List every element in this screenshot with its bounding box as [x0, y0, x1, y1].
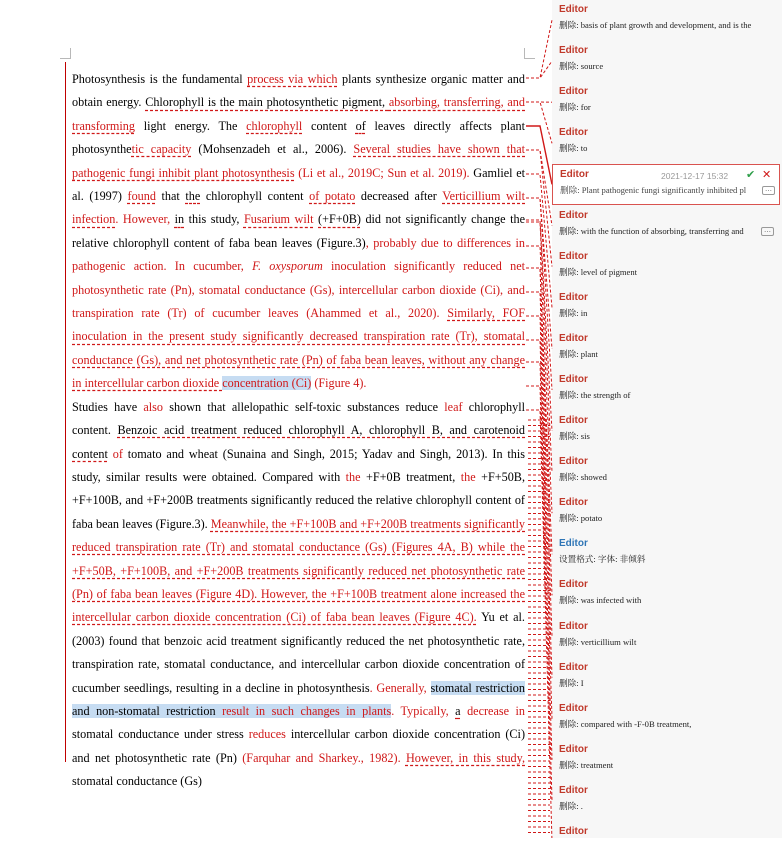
revision-author: Editor: [559, 4, 588, 15]
text-run: this study,: [184, 212, 244, 226]
revision-detail: 删除: showed: [559, 471, 771, 483]
inserted-text-run: Fusarium wilt: [244, 212, 314, 226]
inserted-text-run: , probably due to differences in pathogenic action. In cucumber,: [72, 236, 525, 273]
revision-detail: 删除: .: [559, 800, 771, 812]
revision-balloon[interactable]: [552, 411, 780, 450]
text-run: light energy. The: [135, 119, 246, 133]
revision-author: Editor: [559, 210, 588, 221]
revision-detail: 删除: I: [559, 677, 771, 689]
text-run: stomatal conductance (Gs): [72, 774, 202, 788]
inserted-text-run: (Figure 4).: [311, 376, 366, 390]
revision-detail: 删除: in: [559, 307, 771, 319]
revision-author: Editor: [559, 662, 588, 673]
revision-author: Editor: [559, 621, 588, 632]
text-run: Chlorophyll is the main photosynthetic pigment,: [145, 95, 389, 109]
text-run: a: [455, 704, 460, 718]
text-run: in: [175, 212, 184, 226]
revision-author: Editor: [559, 703, 588, 714]
revision-detail: 删除: verticillium wilt: [559, 636, 771, 648]
inserted-text-run: the: [346, 470, 361, 484]
revision-date: 2021-12-17 15:32: [661, 171, 728, 181]
inserted-text-run: process via which: [247, 72, 337, 86]
text-run: of: [356, 119, 366, 133]
text-run: leaves directly affects plant photosynthe: [72, 119, 525, 156]
revision-balloon[interactable]: [552, 288, 780, 327]
inserted-text-run: decrease: [467, 704, 509, 718]
text-run: chlorophyll content.: [72, 400, 525, 437]
text-run: decreased after: [355, 189, 442, 203]
inserted-text-run: absorbing, transferring, and transforming: [72, 95, 525, 132]
revision-balloon[interactable]: [552, 206, 780, 245]
revision-detail: 删除: sis: [559, 430, 771, 442]
inserted-text-run: chlorophyll: [246, 119, 302, 133]
inserted-text-run: F. oxysporum: [252, 259, 323, 273]
text-run: plants synthesize organic matter and obtain energy.: [72, 72, 525, 109]
leader-line: [526, 61, 552, 78]
inserted-text-run: inoculation significantly reduced net photosynthetic rate (Pn), stomatal conductance (Gs), intercellular carbon dioxide (Ci), and transpiration rate (Tr) of cucumber leaves (Ahammed et al., 2020).: [72, 259, 525, 320]
text-run: Photosynthesis is the fundamental: [72, 72, 247, 86]
leader-line: [526, 268, 552, 554]
text-run: stomatal restriction and non-stomatal restriction: [72, 681, 525, 718]
revision-balloon[interactable]: [552, 658, 780, 697]
revision-author: Editor: [559, 292, 588, 303]
inserted-text-run: of potato: [309, 189, 355, 203]
revision-author: Editor: [559, 374, 588, 385]
inserted-text-run: (Li et al., 2019C; Sun et al. 2019).: [298, 166, 469, 180]
reject-x-icon[interactable]: ✕: [762, 168, 771, 181]
revision-balloon[interactable]: [552, 452, 780, 491]
revision-author: Editor: [560, 169, 589, 180]
inserted-text-run: tic capacity: [132, 142, 192, 156]
inserted-text-run: Meanwhile, the +F+100B and +F+200B treatments significantly reduced transpiration rate (Tr) and stomatal conductance (Gs) (Figures 4A, B) while the +F+50B, +F+100B, and +F+200B treatments significantly reduced net photosynthetic rate (Pn) of faba bean leaves (Figure 4D). However, the +F+100B treatment alone increased the intercellular carbon dioxide concentration (Ci) of faba bean leaves (Figure 4C).: [72, 517, 525, 625]
more-options-icon[interactable]: …: [761, 227, 774, 236]
revision-balloon[interactable]: [552, 82, 780, 121]
text-run: Benzoic acid treatment reduced chlorophyll A, chlorophyll B, and carotenoid content: [72, 423, 525, 460]
revision-balloon[interactable]: [552, 740, 780, 779]
revision-detail: 删除: with the function of absorbing, transferring and: [559, 225, 771, 237]
revision-balloon[interactable]: [552, 247, 780, 286]
inserted-text-run: leaf: [444, 400, 462, 414]
inserted-text-run: the: [461, 470, 476, 484]
inserted-text-run: also: [143, 400, 163, 414]
revision-balloon[interactable]: [552, 617, 780, 656]
revision-balloon[interactable]: [552, 534, 780, 573]
inserted-text-run: of: [113, 447, 123, 461]
revision-detail: 删除: potato: [559, 512, 771, 524]
leader-line: [526, 102, 552, 143]
revision-balloon[interactable]: [552, 781, 780, 820]
text-run: +F+0B treatment,: [361, 470, 461, 484]
revision-author: Editor: [559, 251, 588, 262]
revision-author: Editor: [559, 497, 588, 508]
text-run: +F+50B, +F+100B, and +F+200B treatments significantly reduced the relative chlorophyll content of faba bean leaves (Figure.3).: [72, 470, 525, 531]
text-run: tomato and wheat (Sunaina and Singh, 2015; Yadav and Singh, 2013). In this study, similar results were obtained. Compared with: [72, 447, 525, 484]
text-run: (Mohsenzadeh et al., 2006).: [191, 142, 353, 156]
text-run: Yu et al. (2003) found that benzoic acid treatment significantly reduced the net photosynthetic rate, transpiration rate, stomatal conductance, and intercellular carbon dioxide concentration of cucumber seedlings, resulting in a decline in photosynthesis: [72, 610, 525, 694]
text-run: shown that allelopathic self-toxic substances reduce: [163, 400, 444, 414]
accept-check-icon[interactable]: ✔: [746, 168, 755, 181]
inserted-text-run: However, in this study,: [406, 751, 525, 765]
text-run: that: [156, 189, 185, 203]
text-run: Gamliel et al. (1997): [72, 166, 525, 203]
revision-detail: 删除: source: [559, 60, 771, 72]
revision-balloon[interactable]: [552, 164, 780, 205]
revision-author: Editor: [559, 744, 588, 755]
revision-balloon[interactable]: [552, 575, 780, 614]
leader-line: [526, 174, 552, 308]
more-options-icon[interactable]: …: [762, 186, 775, 195]
inserted-text-run: concentration (Ci): [222, 376, 311, 390]
revision-author: Editor: [559, 538, 588, 549]
inserted-text-run: result in such changes in plants: [216, 704, 392, 718]
revision-author: Editor: [559, 45, 588, 56]
leader-line: [526, 150, 552, 226]
revision-detail: 删除: for: [559, 101, 771, 113]
inserted-text-run: (Farquhar and Sharkey., 1982).: [242, 751, 400, 765]
revision-author: Editor: [559, 456, 588, 467]
revision-detail: 删除: compared with -F-0B treatment,: [559, 718, 771, 730]
revision-balloon[interactable]: [552, 41, 780, 80]
inserted-text-run: . However,: [115, 212, 174, 226]
revision-detail: 删除: to: [559, 142, 771, 154]
revision-author: Editor: [559, 86, 588, 97]
revision-author: Editor: [559, 127, 588, 138]
revision-author: Editor: [559, 333, 588, 344]
revision-balloon[interactable]: [552, 699, 780, 738]
text-run: Studies have: [72, 400, 143, 414]
text-run: stomatal conductance under stress: [72, 727, 249, 741]
text-run: chlorophyll content: [200, 189, 309, 203]
revision-balloon[interactable]: [552, 0, 780, 39]
leader-line: [526, 126, 552, 184]
revision-detail: 删除: plant: [559, 348, 771, 360]
revision-author: Editor: [559, 415, 588, 426]
leader-line: [526, 20, 552, 78]
inserted-text-run: . Typically,: [391, 704, 455, 718]
revision-balloon[interactable]: [552, 123, 780, 162]
revision-balloon[interactable]: [552, 493, 780, 532]
text-run: intercellular carbon dioxide concentration (Ci) and net photosynthetic rate (Pn): [72, 727, 525, 764]
text-run: the: [185, 189, 200, 203]
revision-balloon[interactable]: [552, 822, 780, 861]
text-run: did not significantly change the relative chlorophyll content of faba bean leaves (Figure.3): [72, 212, 525, 249]
revision-balloon[interactable]: [552, 370, 780, 409]
inserted-text-run: . Generally,: [370, 681, 431, 695]
revision-detail: 删除: the strength of: [559, 389, 771, 401]
inserted-text-run: reduces: [249, 727, 286, 741]
inserted-text-run: in: [516, 704, 525, 718]
revision-detail: 删除: treatment: [559, 759, 771, 771]
revision-author: Editor: [559, 785, 588, 796]
revision-author: Editor: [559, 579, 588, 590]
revision-detail: 删除: was infected with: [559, 594, 771, 606]
revision-author: Editor: [559, 826, 588, 837]
text-run: (+F+0B): [318, 212, 361, 226]
revision-detail: 删除: Plant pathogenic fungi significantly inhibited pl: [560, 184, 772, 196]
text-run: content: [302, 119, 355, 133]
inserted-text-run: Several studies have shown that pathogenic fungi inhibit plant photosynthesis: [72, 142, 525, 179]
revision-balloon[interactable]: [552, 329, 780, 368]
inserted-text-run: found: [128, 189, 156, 203]
inserted-text-run: Similarly, FOF inoculation in the present study significantly decreased transpiration rate (Tr), stomatal conductance (Gs), and net photosynthetic rate (Pn) of faba bean leaves, without any change in intercellular carbon dioxide: [72, 306, 525, 390]
revision-detail: 删除: basis of plant growth and development, and is the: [559, 19, 771, 31]
revision-detail: 删除: level of pigment: [559, 266, 771, 278]
inserted-text-run: Verticillium wilt infection: [72, 189, 525, 226]
leader-line: [526, 246, 552, 513]
revision-detail: 设置格式: 字体: 非倾斜: [559, 553, 771, 565]
